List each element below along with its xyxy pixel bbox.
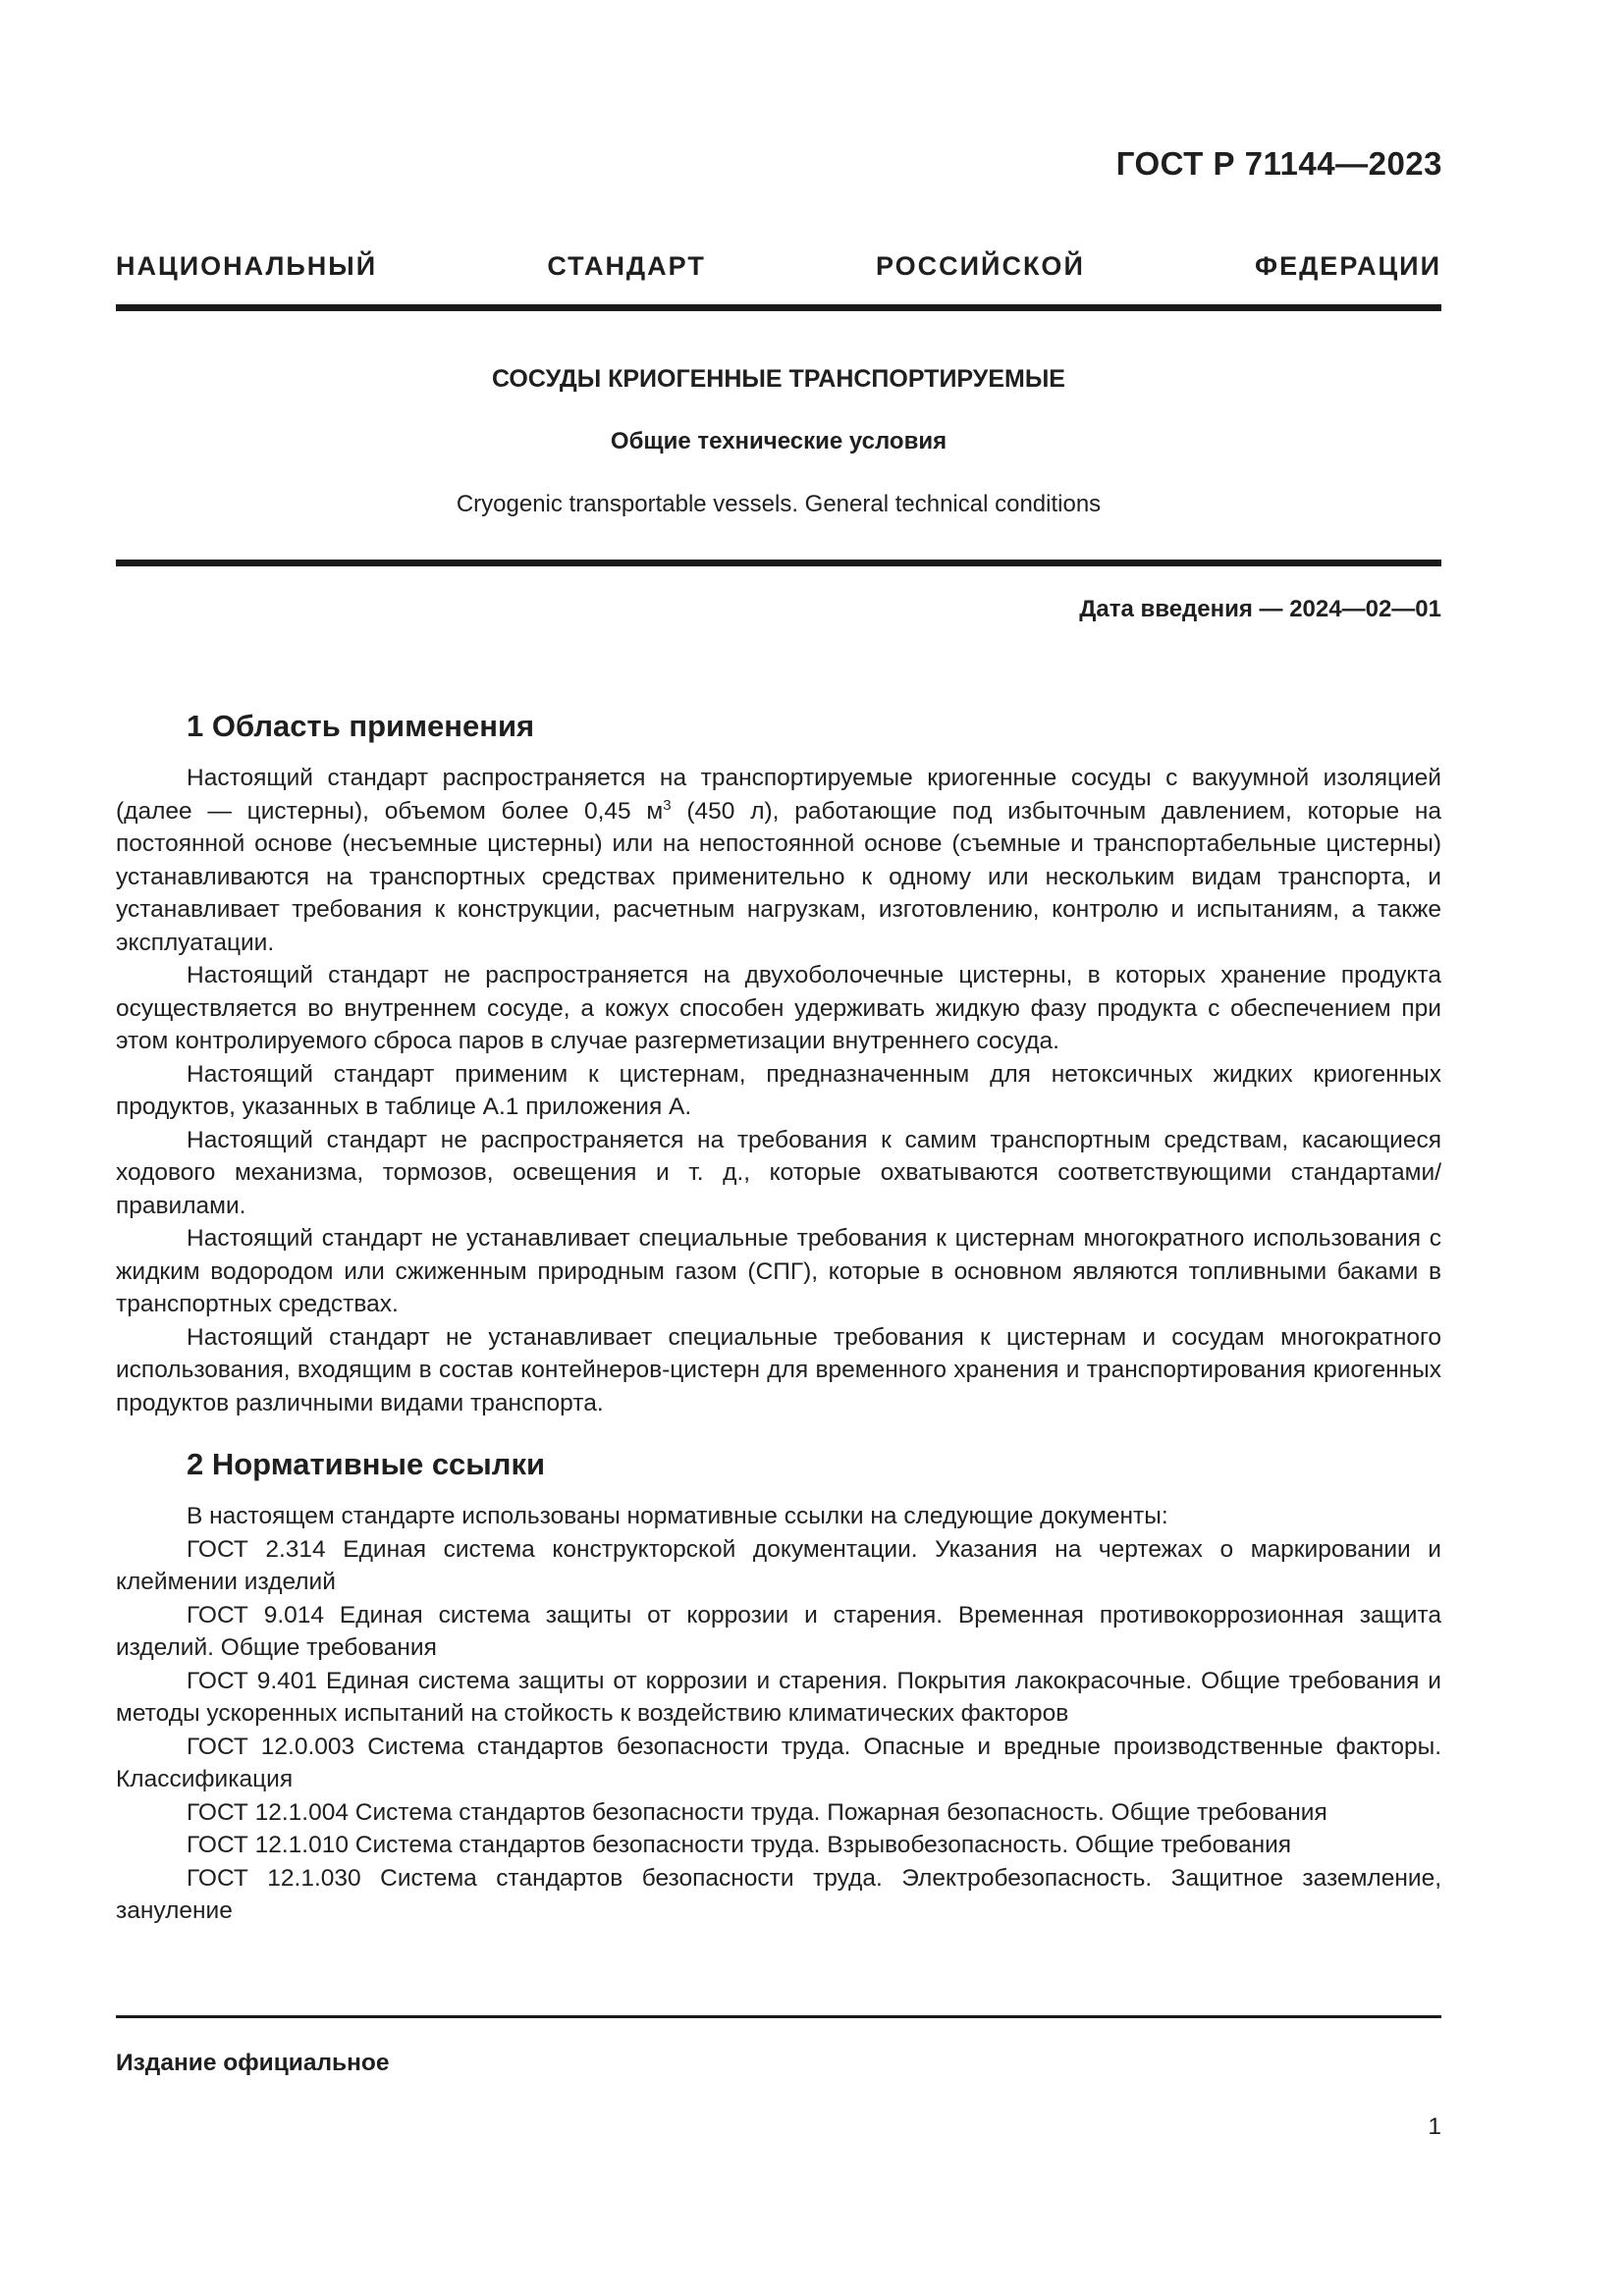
divider-top — [116, 304, 1441, 311]
document-subtitle: Общие технические условия — [610, 428, 947, 454]
reference-code: ГОСТ 12.0.003 — [187, 1733, 355, 1760]
reference-code: ГОСТ 9.401 — [187, 1667, 318, 1694]
reference-title: Единая система защиты от коррозии и старения. Покрытия лакокрасочные. Общие требования и методы ускоренных испытаний на стойкость к воздействию климатических факторов — [116, 1667, 1441, 1727]
reference-item — [116, 1599, 1441, 1665]
superscript: 3 — [663, 796, 672, 814]
section-1-paragraph: Настоящий стандарт применим к цистернам, предназначенным для нетоксичных жидких криогенных продуктов, указанных в таблице А.1 приложения А. — [116, 1060, 1441, 1120]
reference-item — [116, 1731, 1441, 1796]
reference-title: Единая система защиты от коррозии и старения. Временная противокоррозионная защита изделий. Общие требования — [116, 1601, 1441, 1661]
reference-item — [116, 1796, 1441, 1830]
reference-title: Система стандартов безопасности труда. Электробезопасность. Защитное заземление, зануление — [116, 1864, 1442, 1924]
divider-footer — [116, 2015, 1441, 2018]
document-title: СОСУДЫ КРИОГЕННЫЕ ТРАНСПОРТИРУЕМЫЕ — [492, 365, 1065, 393]
reference-title: Система стандартов безопасности труда. Пожарная безопасность. Общие требования — [354, 1798, 1327, 1826]
page-number: 1 — [1428, 2113, 1441, 2140]
paragraph-text: Настоящий стандарт распространяется на транспортируемые криогенные сосуды с вакуумной изоляцией (далее — цистерны), объемом более 0,45 м — [116, 765, 1441, 825]
reference-code: ГОСТ 12.1.010 — [187, 1832, 349, 1858]
document-body — [116, 707, 1441, 1928]
reference-code: ГОСТ 2.314 — [187, 1535, 326, 1563]
reference-item — [116, 1665, 1441, 1731]
reference-title: Система стандартов безопасности труда. Опасные и вредные производственные факторы. Классификация — [116, 1733, 1442, 1792]
section-1-paragraph: Настоящий стандарт не устанавливает специальные требования к цистернам и сосудам многократного использования, входящим в состав контейнеров-цистерн для временного хранения и транспортирования криогенных продуктов различными видами транспорта. — [116, 1323, 1441, 1416]
section-1-paragraph — [116, 762, 1441, 959]
reference-code: ГОСТ 12.1.030 — [187, 1864, 361, 1892]
reference-item — [116, 1862, 1441, 1928]
section-1-paragraph: Настоящий стандарт не распространяется на двухоболочечные цистерны, в которых хранение продукта осуществляется во внутреннем сосуде, а кожух способен удерживать жидкую фазу продукта с обеспечением при этом контролируемого сброса паров в случае разгерметизации внутреннего сосуда. — [116, 962, 1441, 1054]
reference-code: ГОСТ 12.1.004 — [187, 1798, 349, 1826]
divider-title — [116, 560, 1441, 566]
paragraph-text: (450 л), работающие под избыточным давлением, которые на постоянной основе (несъемные цистерны) или на непостоянной основе (съемные и транспортабельные цистерны) устанавливаются на транспортных средствах применительно к одному или нескольким видам транспорта, и устанавливает требования к конструкции, расчетным нагрузкам, изготовлению, контролю и испытаниям, а также эксплуатации. — [116, 797, 1441, 956]
reference-item — [116, 1829, 1441, 1862]
reference-title: Система стандартов безопасности труда. Взрывобезопасность. Общие требования — [354, 1832, 1292, 1858]
section-2-intro: В настоящем стандарте использованы нормативные ссылки на следующие документы: — [187, 1503, 1168, 1529]
section-1-paragraph: Настоящий стандарт не распространяется на требования к самим транспортным средствам, касающиеся ходового механизма, тормозов, освещения и т. д., которые охватываются соответствующими стандартами/правилами. — [116, 1126, 1441, 1219]
section-2-heading: 2 Нормативные ссылки — [187, 1447, 546, 1481]
document-title-english: Cryogenic transportable vessels. General technical conditions — [456, 491, 1102, 517]
section-1-heading: 1 Область применения — [187, 709, 535, 743]
reference-code: ГОСТ 9.014 — [187, 1601, 325, 1629]
reference-title: Единая система конструкторской документации. Указания на чертежах о маркировании и клеймении изделий — [116, 1535, 1441, 1595]
section-1-paragraph: Настоящий стандарт не устанавливает специальные требования к цистернам многократного использования с жидким водородом или сжиженным природным газом (СПГ), которые в основном являются топливными баками в транспортных средствах. — [116, 1225, 1441, 1317]
edition-label: Издание официальное — [116, 2050, 390, 2076]
standard-type: НАЦИОНАЛЬНЫЙ СТАНДАРТ РОССИЙСКОЙ ФЕДЕРАЦИИ — [116, 251, 1441, 281]
reference-item — [116, 1533, 1441, 1599]
document-number: ГОСТ Р 71144—2023 — [1115, 145, 1442, 182]
introduction-date: Дата введения — 2024—02—01 — [1079, 596, 1441, 622]
